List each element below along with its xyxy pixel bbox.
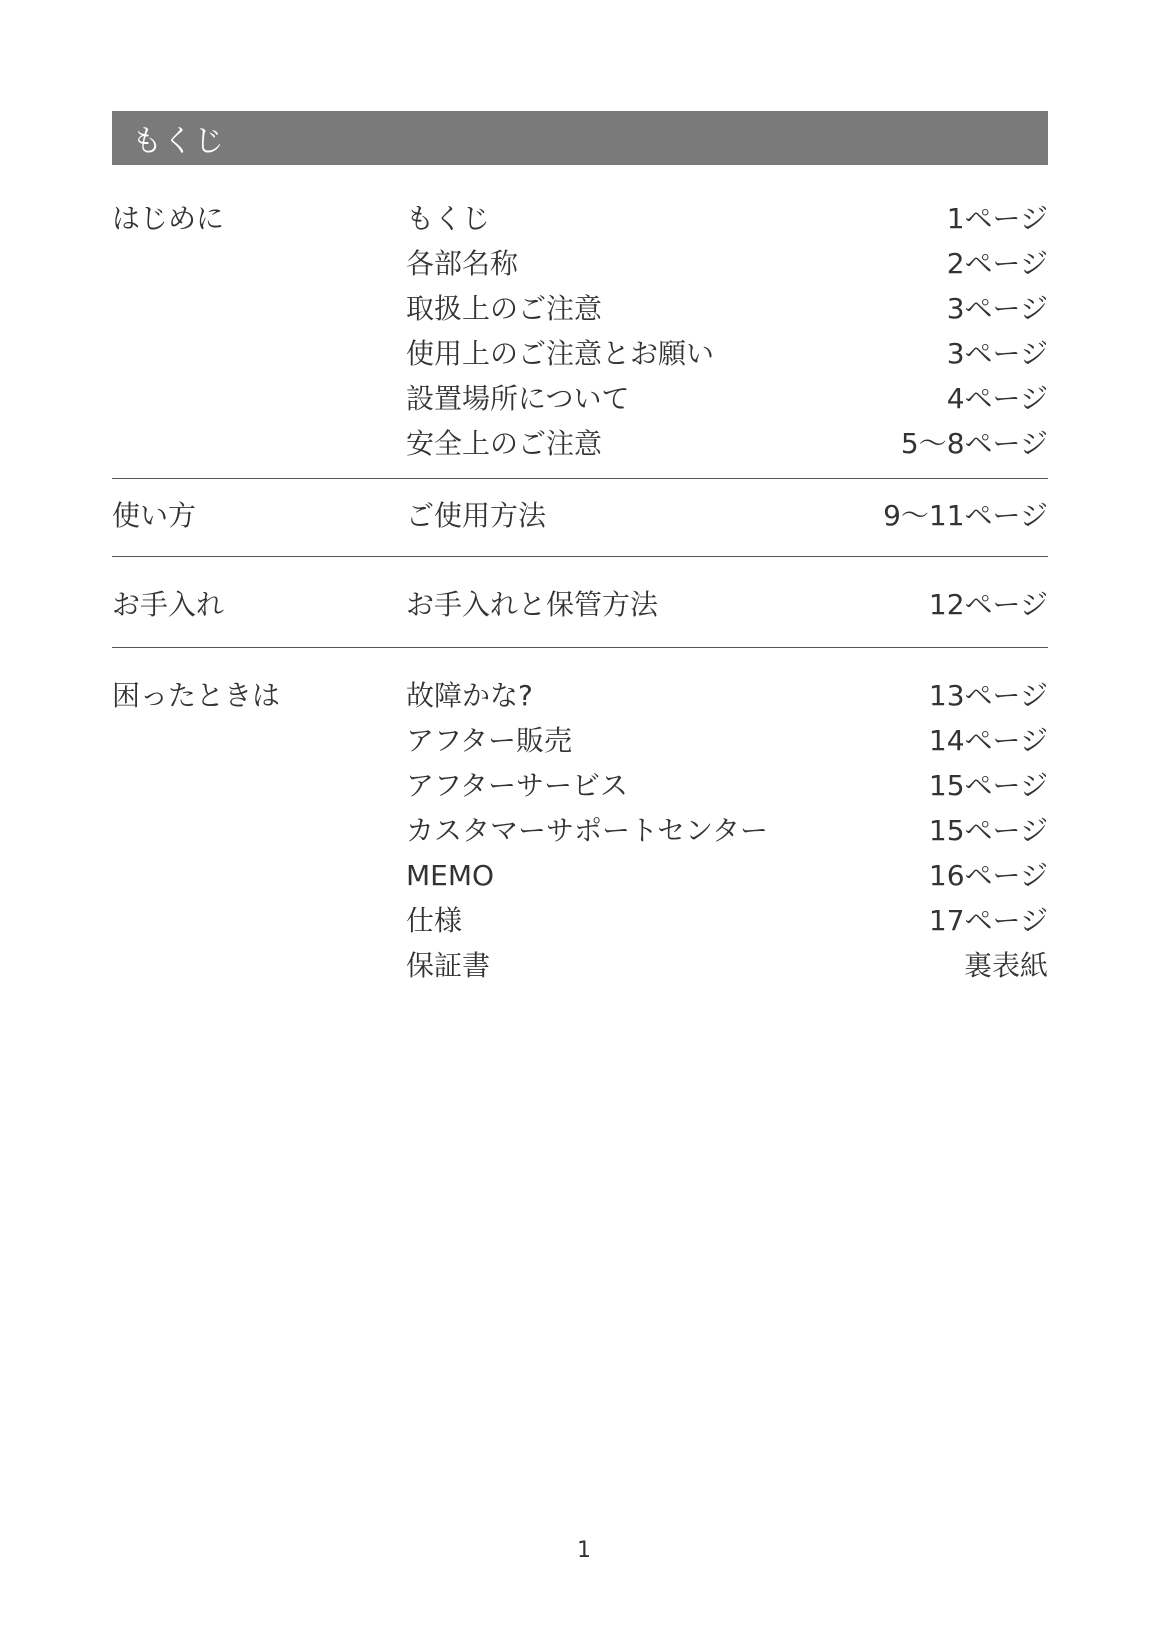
toc-entry[interactable]: [406, 286, 1048, 331]
toc-entry[interactable]: [406, 673, 1048, 718]
toc-entry[interactable]: [406, 898, 1048, 943]
entry-page: 3ページ: [946, 292, 1048, 325]
toc-entry[interactable]: [406, 763, 1048, 808]
toc-entry[interactable]: [406, 808, 1048, 853]
entry-page: 12ページ: [928, 588, 1048, 621]
toc-entry[interactable]: [406, 582, 1048, 627]
section-title: 使い方: [112, 499, 197, 532]
toc-entry[interactable]: [406, 421, 1048, 466]
toc-section-care: [112, 557, 1048, 648]
entry-label: 仕様: [406, 904, 463, 937]
entry-label: ご使用方法: [406, 499, 547, 532]
entry-page: 17ページ: [928, 904, 1048, 937]
section-title: はじめに: [112, 202, 225, 235]
entry-label: 故障かな?: [406, 679, 533, 712]
entry-label: もくじ: [406, 202, 491, 235]
toc-entry[interactable]: [406, 943, 1048, 988]
section-items: [406, 196, 1048, 466]
entry-label: 設置場所について: [406, 382, 630, 415]
entry-page: 2ページ: [946, 247, 1048, 280]
toc-entry[interactable]: [406, 331, 1048, 376]
toc-entry[interactable]: [406, 493, 1048, 538]
toc-header-bar: [112, 111, 1048, 165]
entry-label: 保証書: [406, 949, 491, 982]
entry-label: カスタマーサポートセンター: [406, 814, 769, 847]
entry-page: 1ページ: [946, 202, 1048, 235]
entry-page: 15ページ: [928, 814, 1048, 847]
entry-page: 15ページ: [928, 769, 1048, 802]
entry-page: 14ページ: [928, 724, 1048, 757]
entry-page: 裏表紙: [963, 949, 1048, 982]
page-title: もくじ: [132, 124, 225, 159]
entry-label: 各部名称: [406, 247, 519, 280]
table-of-contents: [112, 196, 1048, 988]
toc-entry[interactable]: [406, 853, 1048, 898]
entry-page: 5〜8ページ: [900, 427, 1048, 460]
section-items: [406, 673, 1048, 988]
toc-section-introduction: [112, 196, 1048, 479]
entry-label: MEMO: [406, 859, 495, 892]
entry-label: 使用上のご注意とお願い: [406, 337, 715, 370]
entry-page: 3ページ: [946, 337, 1048, 370]
section-title: お手入れ: [112, 588, 225, 621]
entry-label: 安全上のご注意: [406, 427, 603, 460]
entry-page: 9〜11ページ: [883, 499, 1048, 532]
entry-label: 取扱上のご注意: [406, 292, 603, 325]
entry-page: 4ページ: [946, 382, 1048, 415]
section-items: [406, 582, 1048, 627]
page-number: 1: [577, 1538, 591, 1563]
toc-section-usage: [112, 479, 1048, 557]
entry-label: お手入れと保管方法: [406, 588, 659, 621]
entry-page: 16ページ: [928, 859, 1048, 892]
entry-page: 13ページ: [928, 679, 1048, 712]
toc-section-troubleshooting: [112, 648, 1048, 988]
section-title: 困ったときは: [112, 679, 281, 712]
toc-entry[interactable]: [406, 718, 1048, 763]
toc-entry[interactable]: [406, 376, 1048, 421]
entry-label: アフターサービス: [406, 769, 629, 802]
section-items: [406, 493, 1048, 538]
toc-entry[interactable]: [406, 196, 1048, 241]
entry-label: アフター販売: [406, 724, 573, 757]
toc-entry[interactable]: [406, 241, 1048, 286]
